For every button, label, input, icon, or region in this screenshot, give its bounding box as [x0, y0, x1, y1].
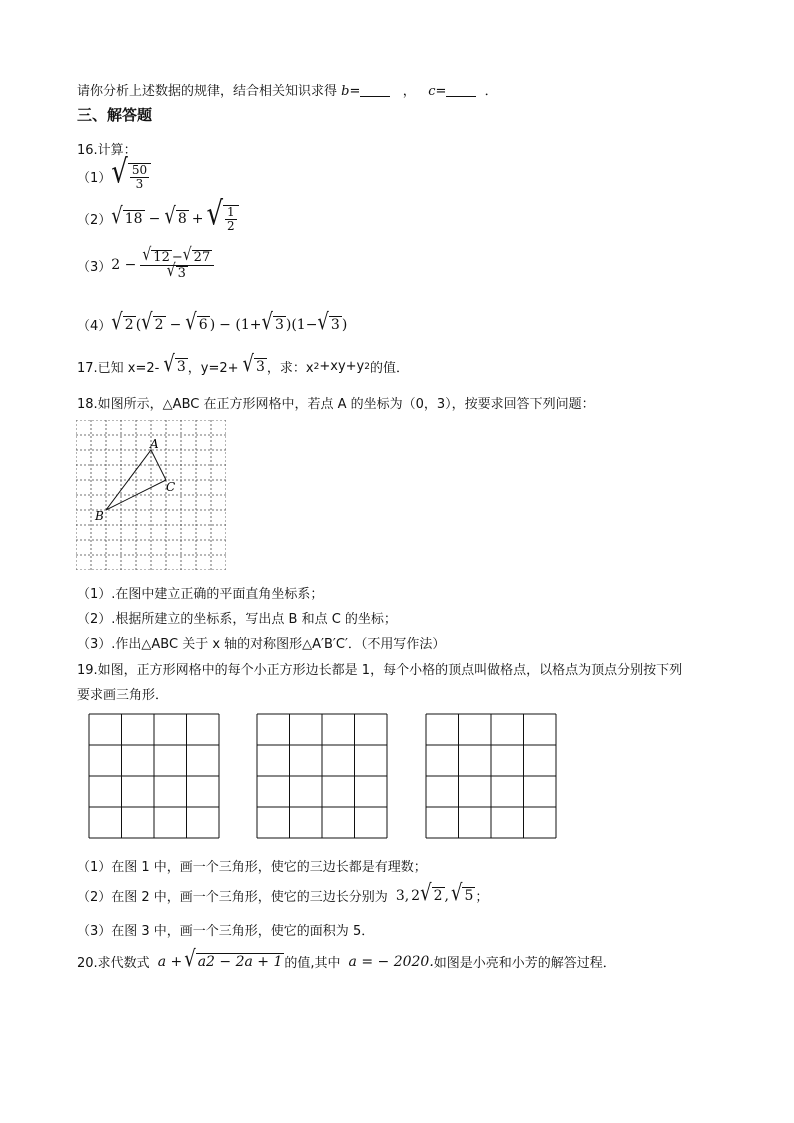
q19-line-2: 要求画三角形．	[77, 688, 169, 703]
var-c: c	[428, 84, 436, 99]
q18-grid-figure	[76, 420, 226, 574]
label-b: B	[95, 509, 104, 523]
answer-blank-c[interactable]	[446, 83, 476, 97]
eq-sign: =	[435, 84, 447, 99]
q17: 17.已知 x=2- √ 3 ，y=2+ √ 3 ，求：x 2 +xy+y 2 的值．	[77, 350, 409, 377]
q18-title: 18.如图所示，△ABC 在正方形网格中，若点 A 的坐标为（0，3），按要求回答下列问题：	[77, 397, 595, 412]
q18-item-3: （3）.作出△ABC 关于 x 轴的对称图形△A′B′C′．（不用写作法）	[77, 637, 446, 652]
sqrt-expression: √ $\frac{50}{3}$	[111, 163, 151, 190]
comma: ，	[402, 84, 416, 99]
item-label: （4）	[77, 319, 112, 334]
item-label: （3）	[77, 259, 112, 275]
q20: 20.求代数式 a + √ a2 − 2a + 1 的值,其中 a = − 2020. 如图是小亮和小芳的解答过程．	[77, 945, 616, 972]
answer-blank-b[interactable]	[360, 83, 390, 97]
item-label: （2）	[77, 213, 112, 229]
q19-item-1: （1）在图 1 中，画一个三角形，使它的三边长都是有理数；	[77, 860, 427, 875]
q16-title: 16.计算：	[77, 143, 137, 158]
q16-item-3: （3） 2 − √ 12 − √ 27 √ 3	[77, 250, 214, 280]
q16-item-4: （4） √ 2 ( √ 2 − √ 6 ) − (1+ √ 3 )(1− √ 3 )	[77, 308, 348, 335]
q18-item-1: （1）.在图中建立正确的平面直角坐标系；	[77, 587, 324, 602]
eq-sign: =	[349, 84, 361, 99]
triangle-grid-svg	[76, 420, 226, 570]
grid-figure-1	[88, 713, 220, 843]
item-label: （1）	[77, 171, 112, 187]
q16-item-1	[77, 153, 151, 192]
q19-item-2: （2）在图 2 中，画一个三角形，使它的三边长分别为 3, 2 √ 2 , √ 5 ；	[77, 879, 489, 906]
var-b: b	[341, 84, 350, 99]
q19-item-3: （3）在图 3 中，画一个三角形，使它的面积为 5．	[77, 924, 375, 939]
label-c: C	[166, 480, 176, 494]
section-heading: 三、解答题	[77, 106, 153, 124]
q19-line-1: 19.如图，正方形网格中的每个小正方形边长都是 1，每个小格的顶点叫做格点，以格点为顶点分别按下列	[77, 663, 683, 678]
grid-figure-2	[256, 713, 388, 843]
q16-item-2: （2） √ 18 − √ 8 + √ $\frac{1}{2}$	[77, 205, 239, 232]
period: ．	[484, 84, 498, 99]
intro-line	[77, 80, 498, 99]
q18-item-2: （2）.根据所建立的坐标系，写出点 B 和点 C 的坐标；	[77, 612, 397, 627]
intro-text: 请你分析上述数据的规律，结合相关知识求得	[77, 84, 338, 99]
grid-figure-3	[425, 713, 557, 843]
label-a: A	[150, 437, 159, 451]
